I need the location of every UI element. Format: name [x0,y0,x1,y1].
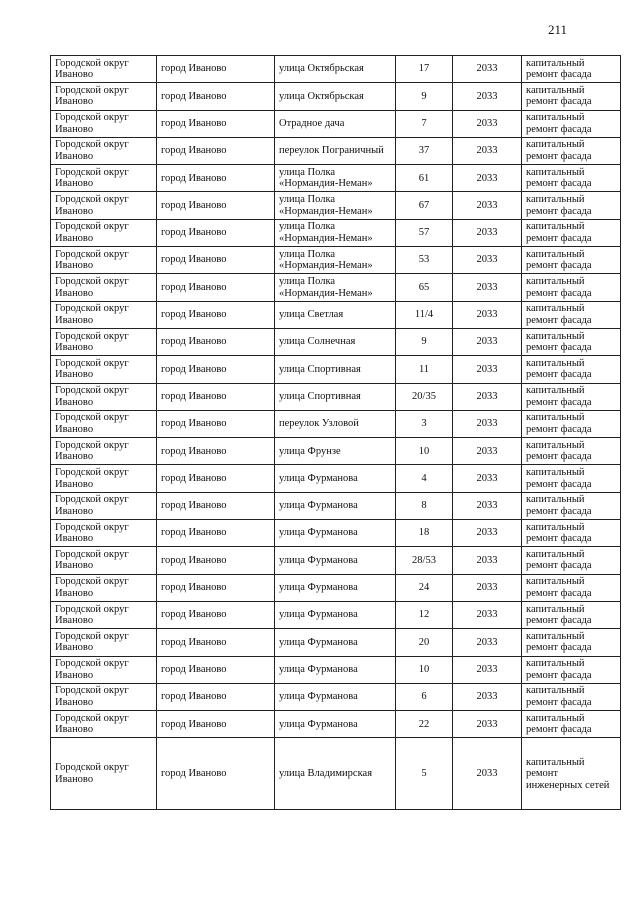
house-number-cell: 12 [396,601,453,628]
street-cell: Отрадное дача [275,110,396,137]
table-row [51,574,621,601]
house-number-cell: 3 [396,410,453,437]
house-number-cell: 20 [396,629,453,656]
year-cell: 2033 [453,465,522,492]
street-cell: улица Фурманова [275,683,396,710]
city-cell: город Иваново [157,601,275,628]
work-type-cell: капитальный ремонт фасада [522,520,621,547]
city-cell: город Иваново [157,738,275,810]
table-row [51,629,621,656]
house-number-cell: 61 [396,165,453,192]
street-cell: улица Фурманова [275,465,396,492]
table-row [51,356,621,383]
house-number-cell: 57 [396,219,453,246]
table-row [51,110,621,137]
year-cell: 2033 [453,738,522,810]
street-cell: улица Полка «Нормандия-Неман» [275,165,396,192]
street-cell: улица Полка «Нормандия-Неман» [275,192,396,219]
okrug-cell: Городской округ Иваново [51,165,157,192]
table-row [51,56,621,83]
table-row [51,438,621,465]
house-number-cell: 7 [396,110,453,137]
table-row [51,683,621,710]
work-type-cell: капитальный ремонт фасада [522,56,621,83]
year-cell: 2033 [453,574,522,601]
work-type-cell: капитальный ремонт фасада [522,465,621,492]
work-type-cell: капитальный ремонт фасада [522,547,621,574]
year-cell: 2033 [453,219,522,246]
table-row [51,656,621,683]
house-number-cell: 10 [396,656,453,683]
table-row [51,165,621,192]
city-cell: город Иваново [157,383,275,410]
house-number-cell: 6 [396,683,453,710]
street-cell: улица Светлая [275,301,396,328]
work-type-cell: капитальный ремонт фасада [522,274,621,301]
city-cell: город Иваново [157,410,275,437]
work-type-cell: капитальный ремонт фасада [522,356,621,383]
city-cell: город Иваново [157,110,275,137]
work-type-cell: капитальный ремонт фасада [522,683,621,710]
city-cell: город Иваново [157,465,275,492]
city-cell: город Иваново [157,274,275,301]
table-row [51,247,621,274]
table-row [51,328,621,355]
year-cell: 2033 [453,438,522,465]
city-cell: город Иваново [157,328,275,355]
year-cell: 2033 [453,601,522,628]
city-cell: город Иваново [157,192,275,219]
okrug-cell: Городской округ Иваново [51,438,157,465]
year-cell: 2033 [453,192,522,219]
city-cell: город Иваново [157,356,275,383]
street-cell: переулок Узловой [275,410,396,437]
year-cell: 2033 [453,247,522,274]
city-cell: город Иваново [157,438,275,465]
city-cell: город Иваново [157,547,275,574]
city-cell: город Иваново [157,574,275,601]
work-type-cell: капитальный ремонт фасада [522,328,621,355]
house-number-cell: 37 [396,137,453,164]
okrug-cell: Городской округ Иваново [51,547,157,574]
work-type-cell: капитальный ремонт фасада [522,656,621,683]
street-cell: улица Фурманова [275,601,396,628]
year-cell: 2033 [453,56,522,83]
okrug-cell: Городской округ Иваново [51,274,157,301]
house-number-cell: 11 [396,356,453,383]
city-cell: город Иваново [157,520,275,547]
house-number-cell: 67 [396,192,453,219]
year-cell: 2033 [453,711,522,738]
house-number-cell: 65 [396,274,453,301]
year-cell: 2033 [453,383,522,410]
okrug-cell: Городской округ Иваново [51,629,157,656]
street-cell: улица Октябрьская [275,83,396,110]
year-cell: 2033 [453,328,522,355]
street-cell: улица Фурманова [275,547,396,574]
year-cell: 2033 [453,656,522,683]
street-cell: улица Фурманова [275,520,396,547]
house-number-cell: 5 [396,738,453,810]
okrug-cell: Городской округ Иваново [51,192,157,219]
work-type-cell: капитальный ремонт фасада [522,165,621,192]
house-number-cell: 22 [396,711,453,738]
okrug-cell: Городской округ Иваново [51,574,157,601]
work-type-cell: капитальный ремонт фасада [522,629,621,656]
city-cell: город Иваново [157,711,275,738]
house-number-cell: 20/35 [396,383,453,410]
street-cell: улица Спортивная [275,383,396,410]
okrug-cell: Городской округ Иваново [51,492,157,519]
okrug-cell: Городской округ Иваново [51,683,157,710]
year-cell: 2033 [453,165,522,192]
city-cell: город Иваново [157,629,275,656]
year-cell: 2033 [453,356,522,383]
page-number: 211 [548,22,568,37]
table-row [51,601,621,628]
okrug-cell: Городской округ Иваново [51,219,157,246]
street-cell: улица Полка «Нормандия-Неман» [275,247,396,274]
okrug-cell: Городской округ Иваново [51,56,157,83]
year-cell: 2033 [453,520,522,547]
table-row [51,410,621,437]
okrug-cell: Городской округ Иваново [51,383,157,410]
street-cell: улица Фурманова [275,656,396,683]
work-type-cell: капитальный ремонт фасада [522,711,621,738]
year-cell: 2033 [453,83,522,110]
city-cell: город Иваново [157,301,275,328]
work-type-cell: капитальный ремонт фасада [522,192,621,219]
house-number-cell: 18 [396,520,453,547]
city-cell: город Иваново [157,137,275,164]
table-row [51,711,621,738]
work-type-cell: капитальный ремонт фасада [522,492,621,519]
house-number-cell: 53 [396,247,453,274]
street-cell: улица Фрунзе [275,438,396,465]
work-type-cell: капитальный ремонт фасада [522,383,621,410]
year-cell: 2033 [453,547,522,574]
work-type-cell: капитальный ремонт фасада [522,410,621,437]
year-cell: 2033 [453,274,522,301]
house-number-cell: 10 [396,438,453,465]
city-cell: город Иваново [157,83,275,110]
okrug-cell: Городской округ Иваново [51,137,157,164]
table-row [51,301,621,328]
street-cell: улица Полка «Нормандия-Неман» [275,274,396,301]
work-type-cell: капитальный ремонт инженерных сетей [522,738,621,810]
street-cell: улица Фурманова [275,574,396,601]
table-row [51,137,621,164]
okrug-cell: Городской округ Иваново [51,356,157,383]
work-type-cell: капитальный ремонт фасада [522,110,621,137]
table-row [51,492,621,519]
work-type-cell: капитальный ремонт фасада [522,438,621,465]
year-cell: 2033 [453,683,522,710]
work-type-cell: капитальный ремонт фасада [522,301,621,328]
street-cell: улица Спортивная [275,356,396,383]
city-cell: город Иваново [157,165,275,192]
year-cell: 2033 [453,110,522,137]
street-cell: улица Владимирская [275,738,396,810]
okrug-cell: Городской округ Иваново [51,301,157,328]
okrug-cell: Городской округ Иваново [51,465,157,492]
work-type-cell: капитальный ремонт фасада [522,83,621,110]
year-cell: 2033 [453,410,522,437]
table-row [51,738,621,810]
work-type-cell: капитальный ремонт фасада [522,219,621,246]
table-row [51,219,621,246]
okrug-cell: Городской округ Иваново [51,711,157,738]
okrug-cell: Городской округ Иваново [51,83,157,110]
city-cell: город Иваново [157,247,275,274]
street-cell: улица Фурманова [275,629,396,656]
house-number-cell: 28/53 [396,547,453,574]
city-cell: город Иваново [157,56,275,83]
okrug-cell: Городской округ Иваново [51,656,157,683]
table-row [51,83,621,110]
table-row [51,520,621,547]
work-type-cell: капитальный ремонт фасада [522,137,621,164]
year-cell: 2033 [453,301,522,328]
okrug-cell: Городской округ Иваново [51,601,157,628]
repair-schedule-table [50,55,621,810]
city-cell: город Иваново [157,492,275,519]
city-cell: город Иваново [157,683,275,710]
year-cell: 2033 [453,629,522,656]
house-number-cell: 4 [396,465,453,492]
okrug-cell: Городской округ Иваново [51,410,157,437]
table-row [51,192,621,219]
okrug-cell: Городской округ Иваново [51,738,157,810]
street-cell: улица Солнечная [275,328,396,355]
year-cell: 2033 [453,492,522,519]
work-type-cell: капитальный ремонт фасада [522,601,621,628]
house-number-cell: 24 [396,574,453,601]
okrug-cell: Городской округ Иваново [51,110,157,137]
table-body [51,56,621,810]
street-cell: улица Октябрьская [275,56,396,83]
street-cell: улица Фурманова [275,492,396,519]
house-number-cell: 11/4 [396,301,453,328]
table-row [51,547,621,574]
house-number-cell: 8 [396,492,453,519]
work-type-cell: капитальный ремонт фасада [522,574,621,601]
house-number-cell: 9 [396,83,453,110]
okrug-cell: Городской округ Иваново [51,247,157,274]
street-cell: улица Полка «Нормандия-Неман» [275,219,396,246]
okrug-cell: Городской округ Иваново [51,520,157,547]
city-cell: город Иваново [157,656,275,683]
year-cell: 2033 [453,137,522,164]
house-number-cell: 17 [396,56,453,83]
street-cell: переулок Пограничный [275,137,396,164]
city-cell: город Иваново [157,219,275,246]
house-number-cell: 9 [396,328,453,355]
table-row [51,274,621,301]
okrug-cell: Городской округ Иваново [51,328,157,355]
street-cell: улица Фурманова [275,711,396,738]
table-row [51,465,621,492]
table-row [51,383,621,410]
work-type-cell: капитальный ремонт фасада [522,247,621,274]
